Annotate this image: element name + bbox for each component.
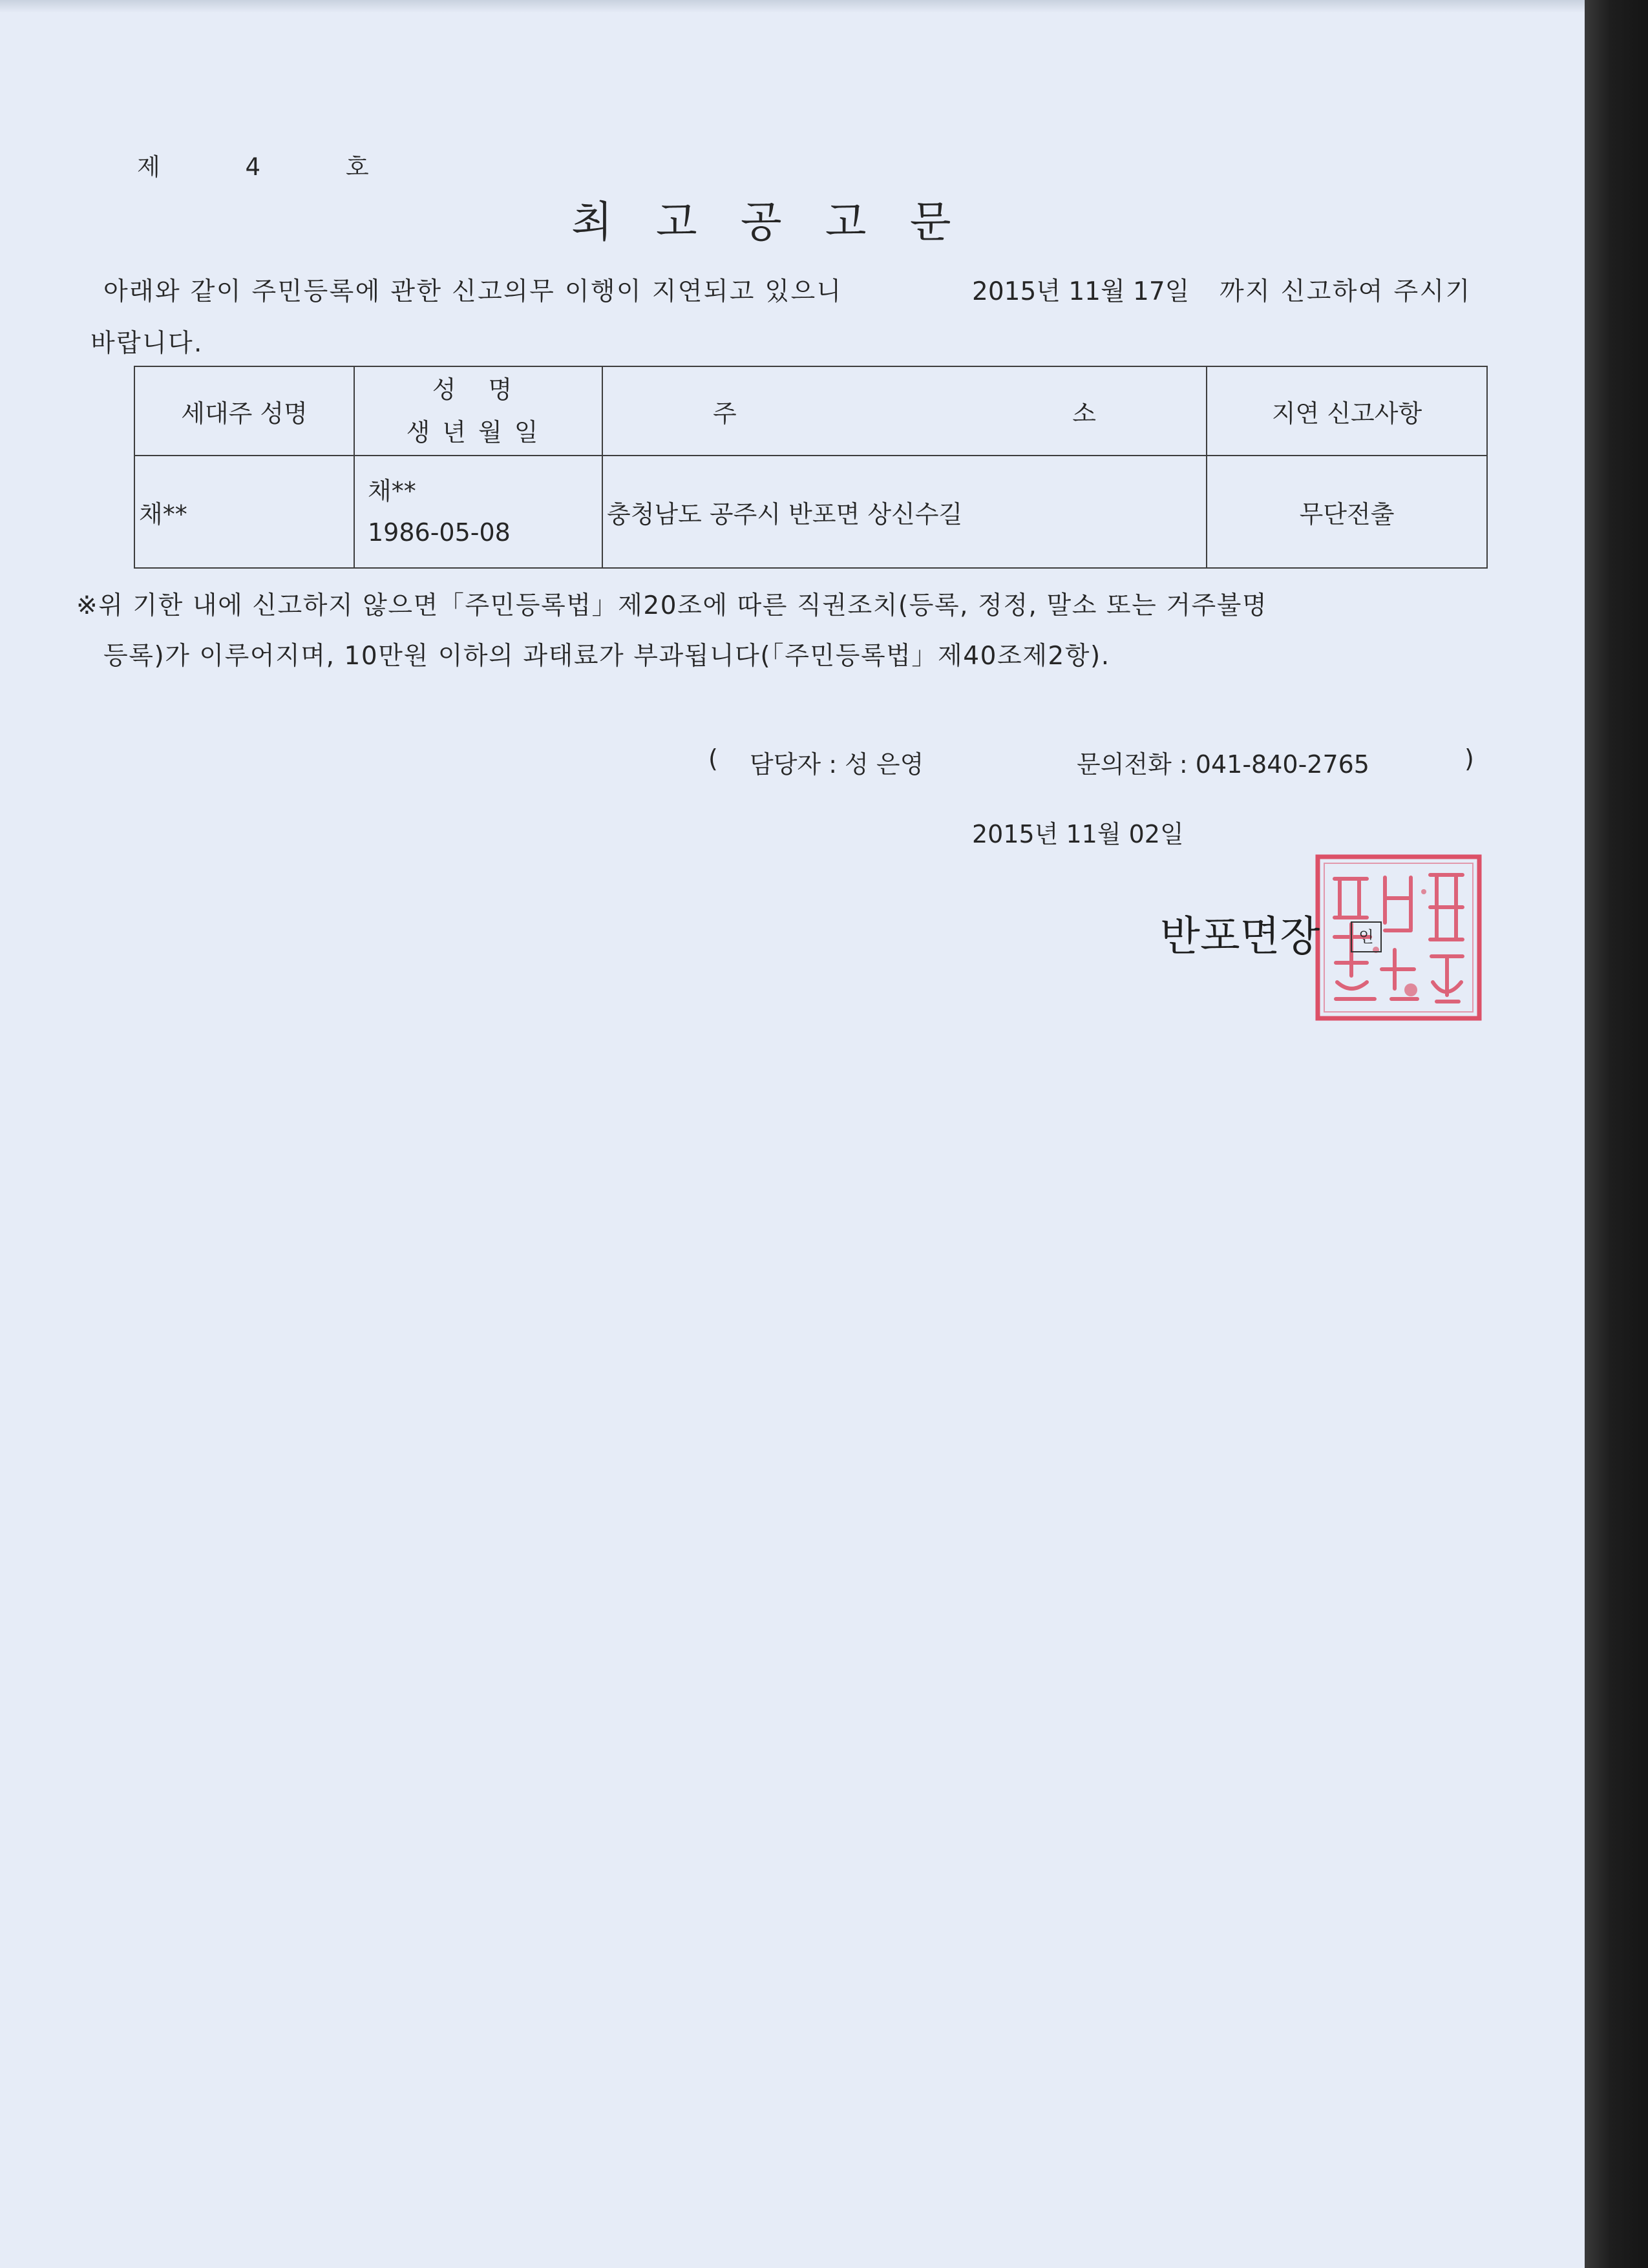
scan-dark-edge — [1585, 0, 1648, 2268]
header-name-dob — [354, 366, 602, 456]
intro-line-1-end: 까지 신고하여 주시기 — [1220, 277, 1472, 306]
header-dob: 생년월일 — [406, 418, 551, 446]
office-head-name: 반포면장 — [1160, 913, 1320, 961]
table-row — [134, 456, 1487, 568]
document-number — [137, 147, 369, 182]
header-name: 성 명 — [432, 375, 525, 404]
header-address — [602, 366, 1207, 456]
contact-open-paren: ( — [708, 744, 718, 773]
doc-number-suffix: 호 — [345, 153, 369, 181]
contact-close-paren: ) — [1464, 744, 1474, 773]
doc-number-prefix: 제 — [137, 153, 160, 181]
contact-person: 담당자 : 성 은영 — [750, 750, 924, 779]
header-address-right: 소 — [1072, 399, 1096, 428]
seal-mark: 인 — [1351, 921, 1382, 952]
cell-address: 충청남도 공주시 반포면 상신수길 — [602, 456, 1207, 568]
doc-number-value: 4 — [245, 153, 261, 181]
cell-householder: 채** — [134, 456, 354, 568]
page-top-shadow — [0, 0, 1585, 13]
cell-delay-item: 무단전출 — [1207, 456, 1487, 568]
intro-line-2: 바랍니다. — [90, 329, 204, 358]
cell-name-dob — [354, 456, 602, 568]
header-address-left: 주 — [713, 399, 737, 428]
notice-line-1: ※위 기한 내에 신고하지 않으면「주민등록법」제20조에 따른 직권조치(등록, 정정, 말소 또는 거주불명 — [76, 591, 1268, 620]
notice-line-2: 등록)가 이루어지며, 10만원 이하의 과태료가 부과됩니다(「주민등록법」제40조제2항). — [103, 642, 1110, 671]
header-delay-item: 지연 신고사항 — [1207, 366, 1487, 456]
contact-phone: 문의전화 : 041-840-2765 — [1077, 750, 1369, 779]
table-header-row — [134, 366, 1487, 456]
header-householder-name: 세대주 성명 — [134, 366, 354, 456]
issue-date: 2015년 11월 02일 — [972, 820, 1184, 848]
cell-dob: 1986-05-08 — [368, 518, 511, 547]
intro-line-1: 아래와 같이 주민등록에 관한 신고의무 이행이 지연되고 있으니 — [103, 277, 843, 306]
cell-name: 채** — [368, 477, 416, 505]
official-seal-stamp — [1314, 853, 1483, 1022]
registration-table — [134, 366, 1488, 569]
document-title: 최 고 공 고 문 — [571, 197, 966, 247]
intro-deadline-date: 2015년 11월 17일 — [972, 277, 1190, 306]
